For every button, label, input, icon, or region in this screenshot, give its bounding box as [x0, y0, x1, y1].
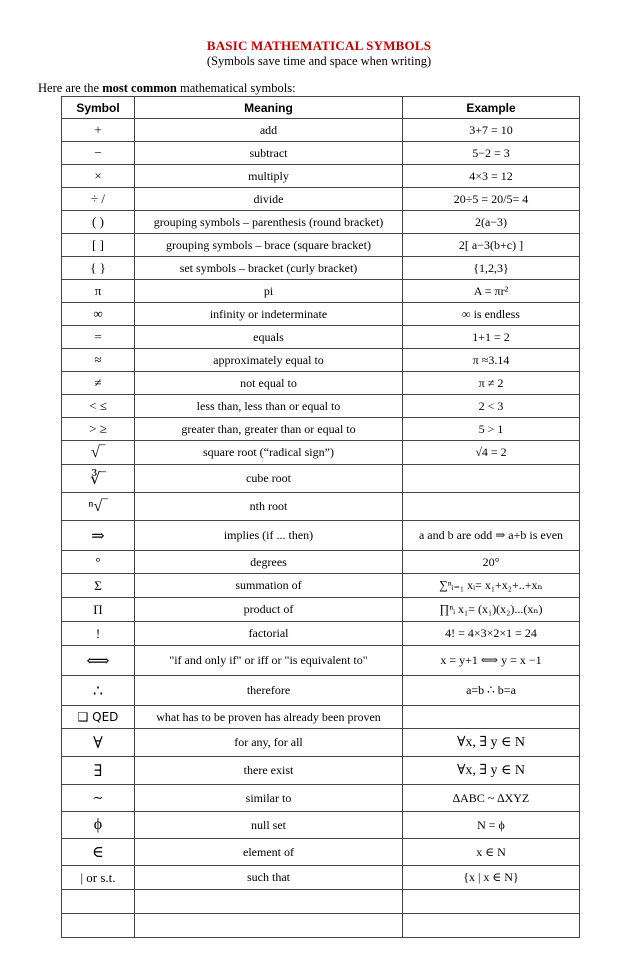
cell-symbol: ∀ [62, 729, 135, 757]
cell-meaning: approximately equal to [135, 349, 403, 372]
cell-example: 20° [403, 551, 580, 574]
cell-meaning: infinity or indeterminate [135, 303, 403, 326]
table-row [62, 165, 580, 188]
table-row [62, 326, 580, 349]
cell-example: 2[ a−3(b+c) ] [403, 234, 580, 257]
cell-symbol: ∛‾ [62, 465, 135, 493]
cell-meaning: set symbols – bracket (curly bracket) [135, 257, 403, 280]
table-row [62, 866, 580, 890]
table-row [62, 119, 580, 142]
cell-meaning: add [135, 119, 403, 142]
cell-meaning: for any, for all [135, 729, 403, 757]
cell-meaning: product of [135, 598, 403, 622]
cell-meaning: what has to be proven has already been proven [135, 706, 403, 729]
document-title: BASIC MATHEMATICAL SYMBOLS [206, 38, 432, 53]
table-row [62, 521, 580, 551]
intro-prefix: Here are the [38, 81, 103, 95]
symbols-table [61, 96, 580, 938]
cell-example: 20÷5 = 20/5= 4 [403, 188, 580, 211]
cell-example: {1,2,3} [403, 257, 580, 280]
cell-meaning: subtract [135, 142, 403, 165]
intro-bold: most common [102, 81, 177, 95]
cell-example: x ∈ N [403, 839, 580, 866]
cell-example: ∀x, ∃ y ∈ N [403, 729, 580, 757]
cell-symbol: { } [62, 257, 135, 280]
cell-symbol: ⇒ [62, 521, 135, 551]
cell-example: √4 = 2 [403, 441, 580, 465]
table-row [62, 465, 580, 493]
table-row [62, 757, 580, 785]
table-row [62, 646, 580, 676]
cell-symbol: [ ] [62, 234, 135, 257]
cell-meaning: degrees [135, 551, 403, 574]
cell-example: ∞ is endless [403, 303, 580, 326]
cell-meaning: null set [135, 812, 403, 839]
cell-symbol: ! [62, 622, 135, 646]
cell-example: 2(a−3) [403, 211, 580, 234]
cell-example: 2 < 3 [403, 395, 580, 418]
cell-symbol: ∞ [62, 303, 135, 326]
cell-meaning: nth root [135, 493, 403, 521]
cell-symbol: Σ [62, 574, 135, 598]
table-row [62, 812, 580, 839]
cell-example: 4×3 = 12 [403, 165, 580, 188]
cell-meaning: grouping symbols – parenthesis (round bracket) [135, 211, 403, 234]
cell-meaning: multiply [135, 165, 403, 188]
table-header-row [62, 97, 580, 119]
cell-example: 5−2 = 3 [403, 142, 580, 165]
table-row [62, 303, 580, 326]
table-row [62, 441, 580, 465]
cell-meaning: greater than, greater than or equal to [135, 418, 403, 441]
cell-example: 4! = 4×3×2×1 = 24 [403, 622, 580, 646]
cell-symbol: ϕ [62, 812, 135, 839]
table-row [62, 349, 580, 372]
cell-meaning: factorial [135, 622, 403, 646]
cell-meaning: there exist [135, 757, 403, 785]
table-row [62, 839, 580, 866]
cell-example: π ≈3.14 [403, 349, 580, 372]
cell-example: N = ϕ [403, 812, 580, 839]
table-row [62, 395, 580, 418]
cell-symbol [62, 914, 135, 938]
cell-symbol: ∴ [62, 676, 135, 706]
table-row [62, 622, 580, 646]
table-row [62, 142, 580, 165]
cell-meaning: divide [135, 188, 403, 211]
cell-example: ∀x, ∃ y ∈ N [403, 757, 580, 785]
cell-symbol: ÷ / [62, 188, 135, 211]
cell-meaning: square root (“radical sign”) [135, 441, 403, 465]
cell-symbol: + [62, 119, 135, 142]
table-row [62, 234, 580, 257]
cell-symbol: ° [62, 551, 135, 574]
table-row [62, 676, 580, 706]
intro-suffix: mathematical symbols: [176, 81, 296, 95]
intro-text [38, 81, 296, 96]
cell-example [403, 465, 580, 493]
table-row [62, 914, 580, 938]
cell-example: 5 > 1 [403, 418, 580, 441]
cell-symbol: < ≤ [62, 395, 135, 418]
cell-symbol: ∼ [62, 785, 135, 812]
cell-symbol: Π [62, 598, 135, 622]
cell-symbol: = [62, 326, 135, 349]
cell-symbol: ≠ [62, 372, 135, 395]
table-row [62, 551, 580, 574]
cell-symbol: ( ) [62, 211, 135, 234]
cell-meaning: element of [135, 839, 403, 866]
table-row [62, 188, 580, 211]
cell-example: 3+7 = 10 [403, 119, 580, 142]
cell-symbol: ❑ QED [62, 706, 135, 729]
cell-meaning: therefore [135, 676, 403, 706]
table-row [62, 785, 580, 812]
table-row [62, 493, 580, 521]
cell-example: A = πr² [403, 280, 580, 303]
cell-example: ∏ⁿᵢ x₁= (x₁)(x₂)...(xₙ) [403, 598, 580, 622]
cell-meaning: pi [135, 280, 403, 303]
table-row [62, 890, 580, 914]
column-header-example: Example [403, 97, 580, 119]
cell-example: x = y+1 ⟺ y = x −1 [403, 646, 580, 676]
cell-example: π ≠ 2 [403, 372, 580, 395]
cell-meaning: similar to [135, 785, 403, 812]
cell-meaning: "if and only if" or iff or "is equivalent to" [135, 646, 403, 676]
cell-symbol: > ≥ [62, 418, 135, 441]
cell-example [403, 706, 580, 729]
cell-meaning: implies (if ... then) [135, 521, 403, 551]
cell-symbol: π [62, 280, 135, 303]
column-header-symbol: Symbol [62, 97, 135, 119]
cell-meaning [135, 914, 403, 938]
cell-symbol: | or s.t. [62, 866, 135, 890]
table-row [62, 729, 580, 757]
cell-example: ∆ABC ~ ∆XYZ [403, 785, 580, 812]
cell-meaning: less than, less than or equal to [135, 395, 403, 418]
cell-example: {x | x ∈ N} [403, 866, 580, 890]
table-row [62, 574, 580, 598]
table-row [62, 211, 580, 234]
cell-meaning: grouping symbols – brace (square bracket) [135, 234, 403, 257]
cell-meaning: equals [135, 326, 403, 349]
cell-example: a and b are odd ⇒ a+b is even [403, 521, 580, 551]
cell-symbol: ⁿ√‾ [62, 493, 135, 521]
cell-symbol: ∈ [62, 839, 135, 866]
cell-meaning: summation of [135, 574, 403, 598]
cell-meaning [135, 890, 403, 914]
table-row [62, 418, 580, 441]
cell-example [403, 914, 580, 938]
cell-symbol: ≈ [62, 349, 135, 372]
cell-example [403, 890, 580, 914]
cell-meaning: such that [135, 866, 403, 890]
cell-meaning: cube root [135, 465, 403, 493]
table-row [62, 257, 580, 280]
table-row [62, 280, 580, 303]
column-header-meaning: Meaning [135, 97, 403, 119]
cell-symbol: ∃ [62, 757, 135, 785]
document-subtitle: (Symbols save time and space when writing) [206, 54, 432, 68]
table-row [62, 598, 580, 622]
cell-example: 1+1 = 2 [403, 326, 580, 349]
cell-symbol: ⟺ [62, 646, 135, 676]
table-row [62, 372, 580, 395]
cell-symbol [62, 890, 135, 914]
table-row [62, 706, 580, 729]
cell-symbol: × [62, 165, 135, 188]
cell-symbol: − [62, 142, 135, 165]
cell-meaning: not equal to [135, 372, 403, 395]
cell-example: ∑ⁿᵢ₌₁ xᵢ= x₁+x₂+..+xₙ [403, 574, 580, 598]
cell-example [403, 493, 580, 521]
cell-symbol: √‾ [62, 441, 135, 465]
cell-example: a=b ∴ b=a [403, 676, 580, 706]
